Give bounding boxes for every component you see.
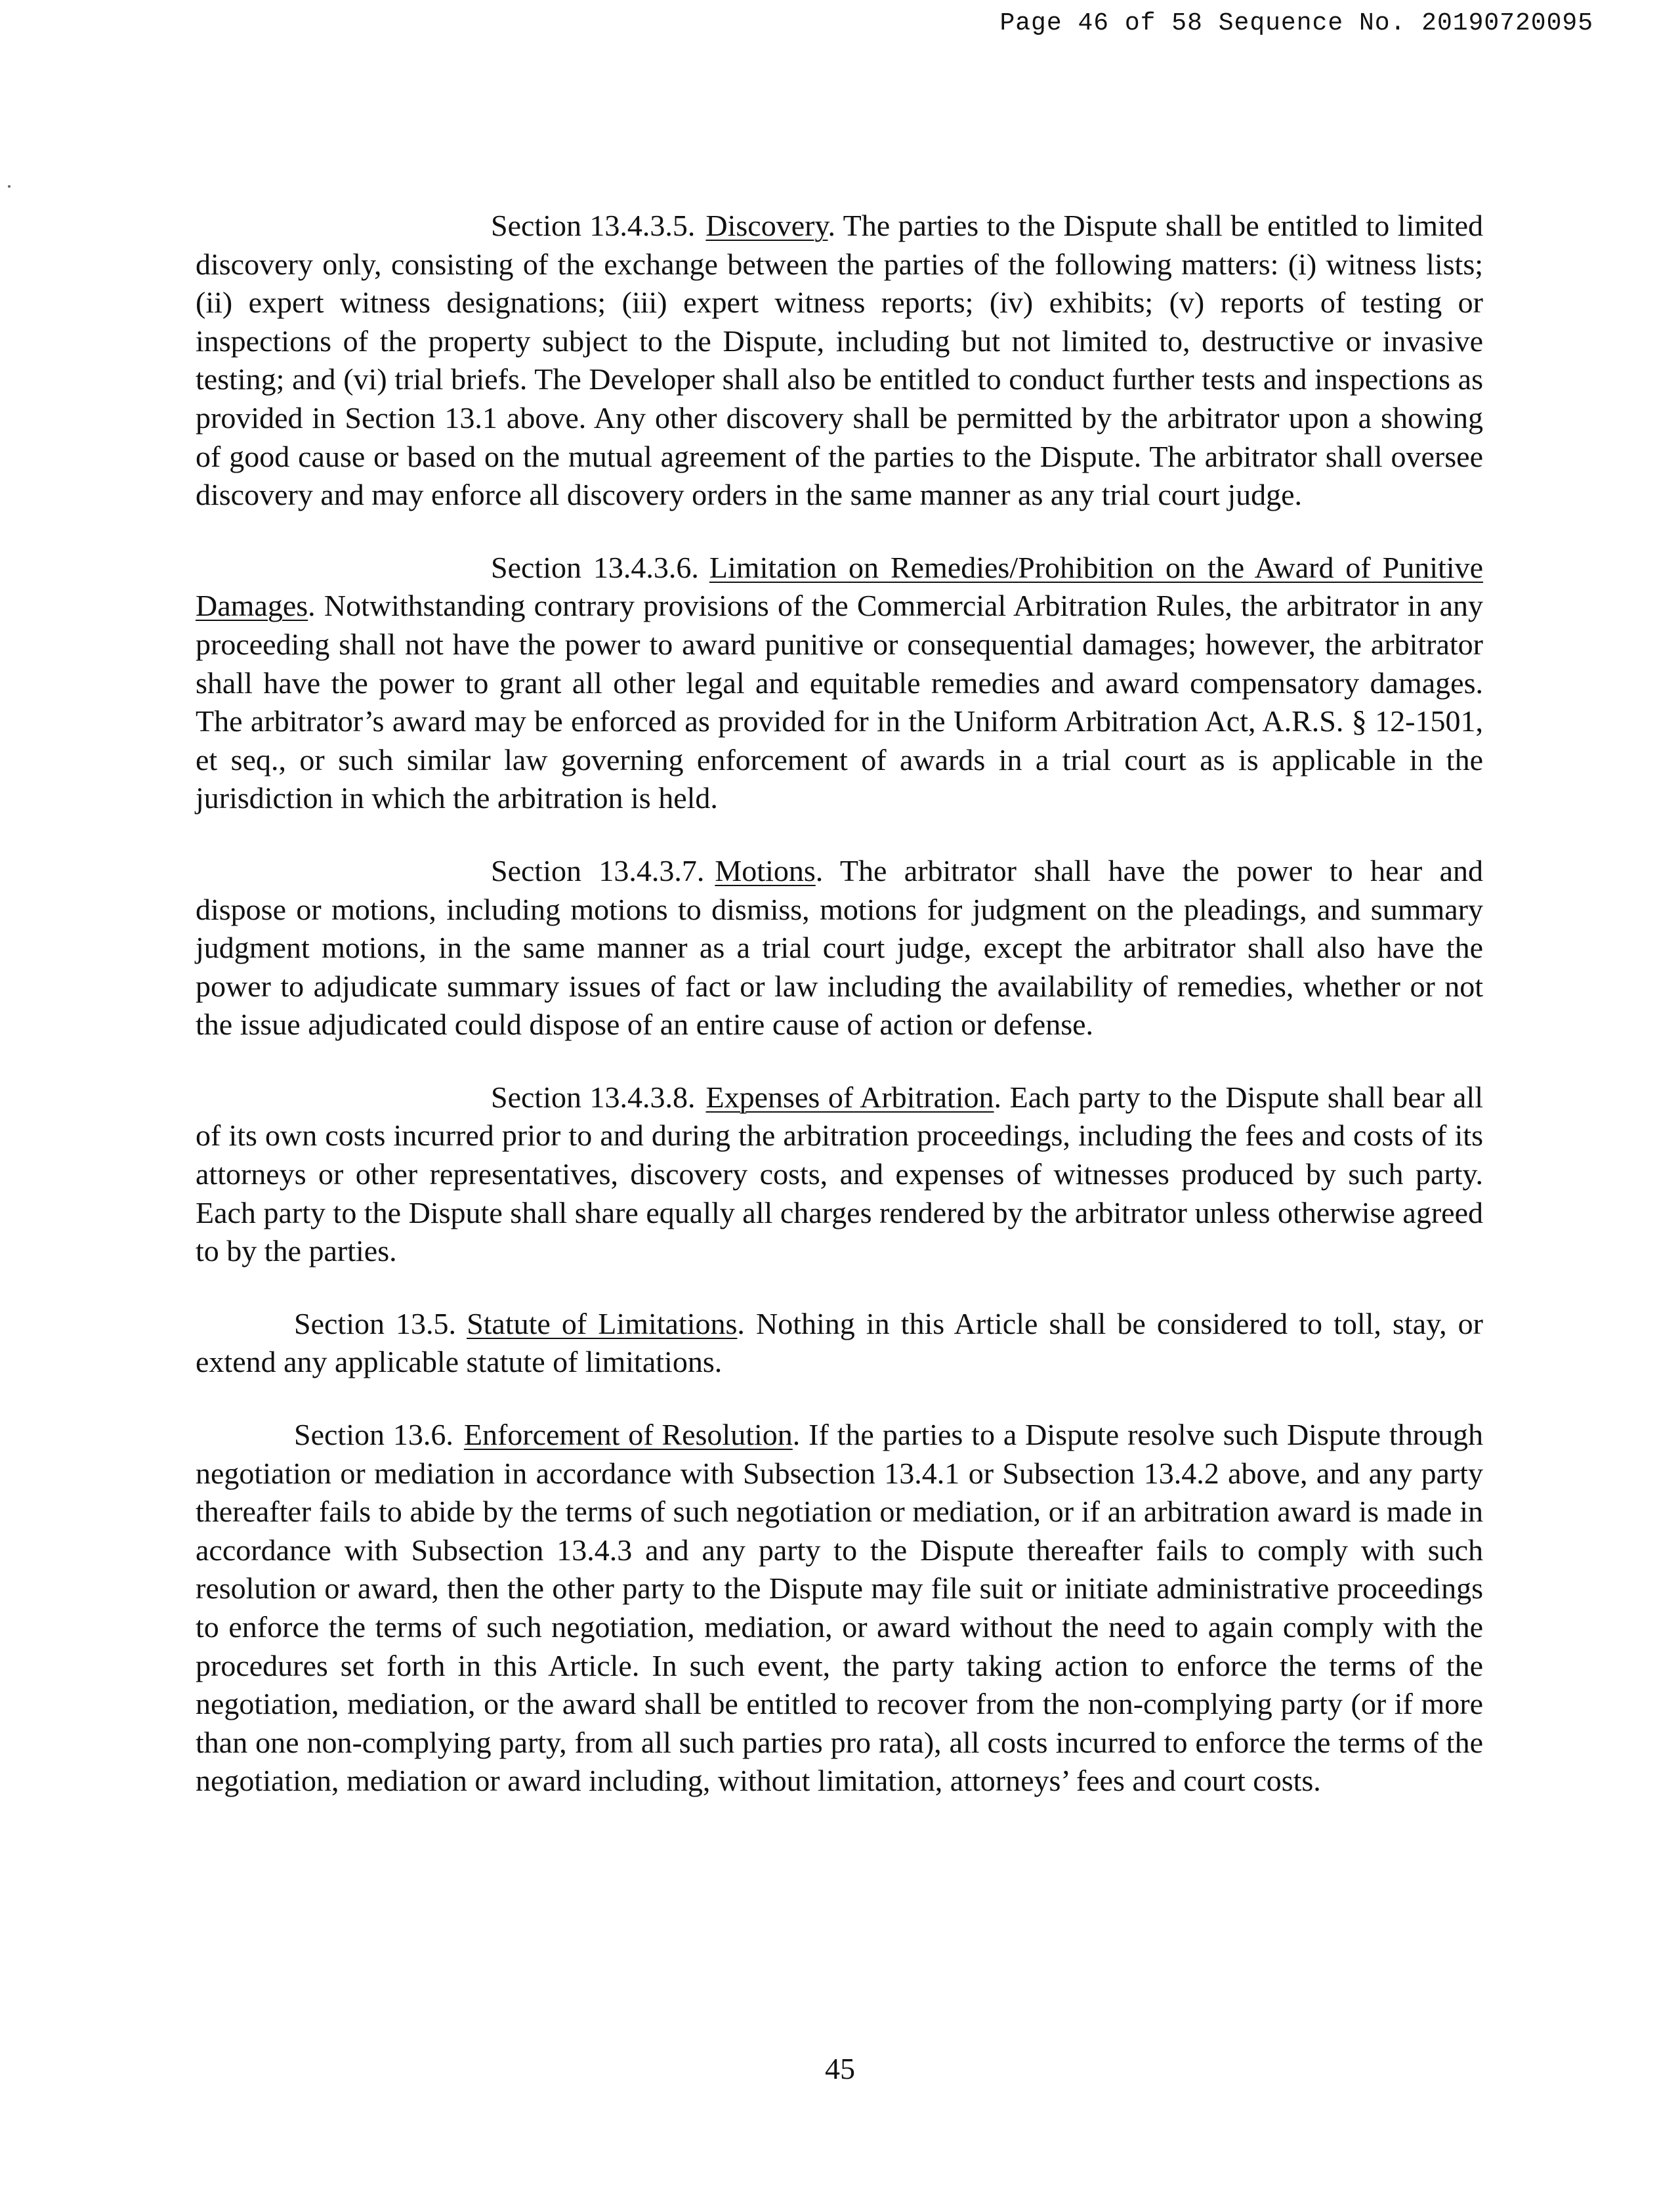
section-13-4-3-8: Section 13.4.3.8. Expenses of Arbitration. Each party to the Dispute shall bear all of its own costs incurred prior to and during the arbitration proceedings, including the fees and costs of its attorneys or other representatives, discovery costs, and expenses of witnesses produced by such party. Each party to the Dispute shall share equally all charges rendered by the arbitrator unless otherwise agreed to by the parties. — [196, 1080, 1483, 1268]
section-number: Section 13.4.3.6. — [491, 550, 699, 584]
section-number: Section 13.4.3.5. — [491, 209, 696, 242]
page-header: Page 46 of 58 Sequence No. 20190720095 — [999, 9, 1593, 37]
section-number: Section 13.4.3.8. — [491, 1080, 696, 1114]
section-13-4-3-7: Section 13.4.3.7. Motions. The arbitrator shall have the power to hear and dispose or motions, including motions to dismiss, motions for judgment on the pleadings, and summary judgment motions, in the same manner as a trial court judge, except the arbitrator shall also have the power to adjudicate summary issues of fact or law including the availability of remedies, whether or not the issue adjudicated could dispose of an entire cause of action or defense. — [196, 853, 1483, 1042]
section-number: Section 13.4.3.7. — [491, 853, 705, 887]
section-13-6: Section 13.6. Enforcement of Resolution. If the parties to a Dispute resolve such Dispute through negotiation or mediation in accordance with Subsection 13.4.1 or Subsection 13.4.2 above, and any party thereafter fails to abide by the terms of such negotiation or mediation, or if an arbitration award is made in accordance with Subsection 13.4.3 and any party to the Dispute thereafter fails to comply with such resolution or award, then the other party to the Dispute may file suit or initiate administrative proceedings to enforce the terms of such negotiation, mediation, or award without the need to again comply with the procedures set forth in this Article. In such event, the party taking action to enforce the terms of the negotiation, mediation, or the award shall be entitled to recover from the non-complying party (or if more than one non-complying party, from all such parties pro rata), all costs incurred to enforce the terms of the negotiation, mediation or award including, without limitation, attorneys’ fees and court costs. — [196, 1418, 1484, 1798]
section-heading: Limitation on Remedies/Prohibition on the Award of Punitive Damages — [196, 550, 1483, 623]
section-heading: Statute of Limitations — [467, 1306, 738, 1340]
section-number: Section 13.5. — [294, 1306, 457, 1340]
section-number: Section 13.6. — [294, 1418, 453, 1452]
section-13-5: Section 13.5. Statute of Limitations. Nothing in this Article shall be considered to toll, stay, or extend any applicable statute of limitations. — [196, 1306, 1484, 1379]
section-body: The arbitrator shall have the power to hear and dispose or motions, including motions to dismiss, motions for judgment on the pleadings, and summary judgment motions, in the same manner as a trial court judge, except the arbitrator shall also have the power to adjudicate summary issues of fact or law including the availability of remedies, whether or not the issue adjudicated could dispose of an entire cause of action or defense. — [196, 853, 1483, 1042]
section-heading: Enforcement of Resolution — [463, 1418, 793, 1452]
section-heading: Discovery — [705, 209, 828, 242]
section-heading: Motions — [715, 853, 816, 887]
section-body: The parties to the Dispute shall be entitled to limited discovery only, consisting of the exchange between the parties of the following matters: (i) witness lists; (ii) expert witness designations; (iii) expert witness reports; (iv) exhibits; (v) reports of testing or inspections of the property subject to the Dispute, including but not limited to, destructive or invasive testing; and (vi) trial briefs. The Developer shall also be entitled to conduct further tests and inspections as provided in Section 13.1 above. Any other discovery shall be permitted by the arbitrator upon a showing of good cause or based on the mutual agreement of the parties to the Dispute. The arbitrator shall oversee discovery and may enforce all discovery orders in the same manner as any trial court judge. — [196, 209, 1483, 512]
document-body — [196, 207, 1483, 1801]
section-heading: Expenses of Arbitration — [705, 1080, 994, 1114]
section-body: Each party to the Dispute shall bear all of its own costs incurred prior to and during the arbitration proceedings, including the fees and costs of its attorneys or other representatives, discovery costs, and expenses of witnesses produced by such party. Each party to the Dispute shall share equally all charges rendered by the arbitrator unless otherwise agreed to by the parties. — [196, 1080, 1483, 1268]
scan-speck — [8, 185, 10, 188]
section-13-4-3-5: Section 13.4.3.5. Discovery. The parties to the Dispute shall be entitled to limited discovery only, consisting of the exchange between the parties of the following matters: (i) witness lists; (ii) expert witness designations; (iii) expert witness reports; (iv) exhibits; (v) reports of testing or inspections of the property subject to the Dispute, including but not limited to, destructive or invasive testing; and (vi) trial briefs. The Developer shall also be entitled to conduct further tests and inspections as provided in Section 13.1 above. Any other discovery shall be permitted by the arbitrator upon a showing of good cause or based on the mutual agreement of the parties to the Dispute. The arbitrator shall oversee discovery and may enforce all discovery orders in the same manner as any trial court judge. — [196, 209, 1483, 512]
section-body: Nothing in this Article shall be considered to toll, stay, or extend any applicable statute of limitations. — [196, 1306, 1484, 1379]
section-body: If the parties to a Dispute resolve such Dispute through negotiation or mediation in accordance with Subsection 13.4.1 or Subsection 13.4.2 above, and any party thereafter fails to abide by the terms of such negotiation or mediation, or if an arbitration award is made in accordance with Subsection 13.4.3 and any party to the Dispute thereafter fails to comply with such resolution or award, then the other party to the Dispute may file suit or initiate administrative proceedings to enforce the terms of such negotiation, mediation, or award without the need to again comply with the procedures set forth in this Article. In such event, the party taking action to enforce the terms of the negotiation, mediation, or the award shall be entitled to recover from the non-complying party (or if more than one non-complying party, from all such parties pro rata), all costs incurred to enforce the terms of the negotiation, mediation or award including, without limitation, attorneys’ fees and court costs. — [196, 1418, 1484, 1798]
page-number: 45 — [825, 2052, 855, 2085]
section-body: Notwithstanding contrary provisions of the Commercial Arbitration Rules, the arbitrator in any proceeding shall not have the power to award punitive or consequential damages; however, the arbitrator shall have the power to grant all other legal and equitable remedies and award compensatory damages. The arbitrator’s award may be enforced as provided for in the Uniform Arbitration Act, A.R.S. § 12-1501, et seq., or such similar law governing enforcement of awards in a trial court as is applicable in the jurisdiction in which the arbitration is held. — [196, 589, 1484, 815]
section-13-4-3-6: Section 13.4.3.6. Limitation on Remedies/Prohibition on the Award of Punitive Damages. Notwithstanding contrary provisions of the Commercial Arbitration Rules, the arbitrator in any proceeding shall not have the power to award punitive or consequential damages; however, the arbitrator shall have the power to grant all other legal and equitable remedies and award compensatory damages. The arbitrator’s award may be enforced as provided for in the Uniform Arbitration Act, A.R.S. § 12-1501, et seq., or such similar law governing enforcement of awards in a trial court as is applicable in the jurisdiction in which the arbitration is held. — [196, 550, 1484, 815]
